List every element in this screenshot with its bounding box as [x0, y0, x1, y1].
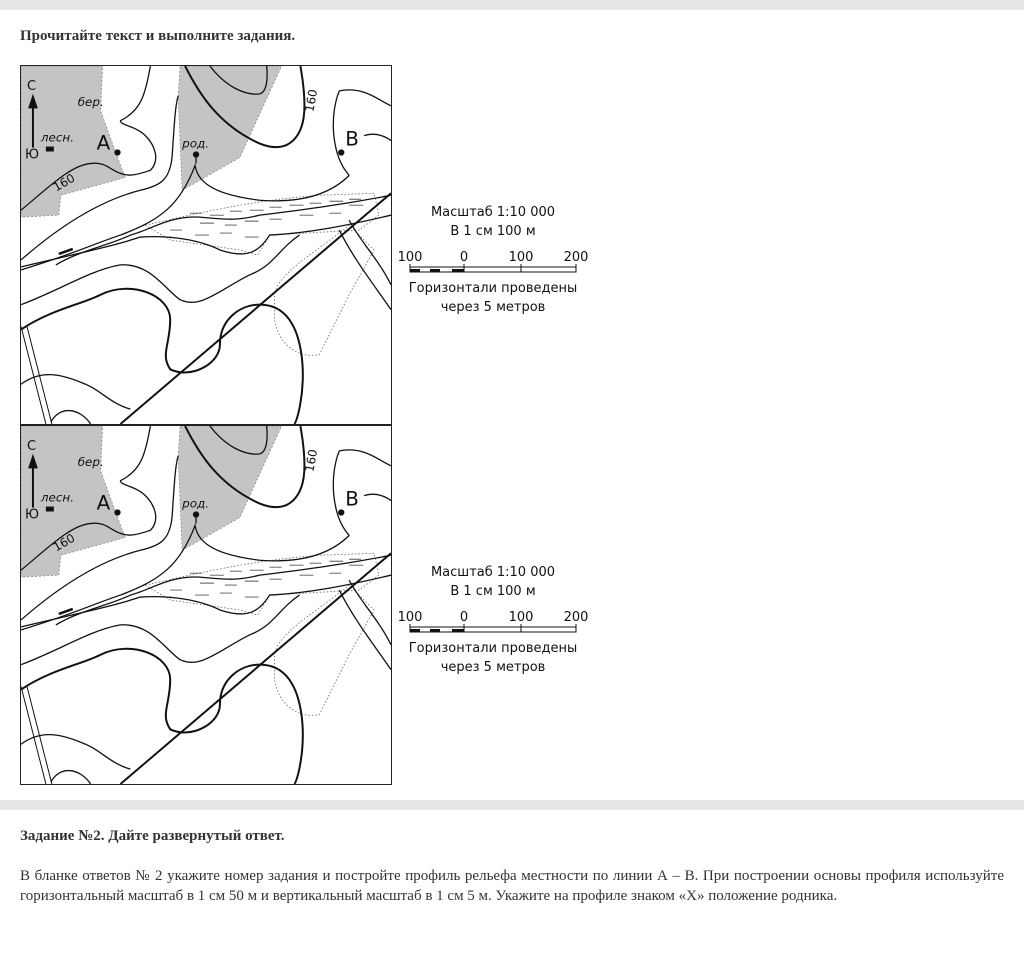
scale-tick-label: 100	[508, 250, 534, 265]
scale-label: Масштаб 1:10 000	[430, 565, 556, 580]
dotted-area	[275, 585, 374, 715]
swamp-area	[145, 553, 379, 615]
scale-label: Масштаб 1:10 000	[430, 205, 556, 220]
scale-tick-label: 100	[508, 610, 534, 625]
point-a-label: А	[96, 491, 111, 515]
swamp-area	[145, 193, 379, 255]
scale-tick-label: 100	[398, 250, 423, 265]
scale-per-cm: В 1 см 100 м	[450, 224, 536, 239]
forester-house-icon	[46, 507, 54, 512]
scale-per-cm: В 1 см 100 м	[450, 584, 536, 599]
spring-label: род.	[182, 496, 210, 511]
south-label: Ю	[25, 147, 39, 163]
point-b-label: В	[345, 127, 359, 151]
task-text: В бланке ответов № 2 укажите номер задания и постройте профиль рельефа местности по линии А – В. При построении основы профиля используйте горизонтальный масштаб в 1 см 50 м и вертикальный масштаб в 1 см 5 м. Укажите на профиле знаком «X» положение родника.	[20, 868, 1004, 904]
south-label: Ю	[25, 507, 39, 523]
north-label: С	[27, 78, 37, 94]
point-b-marker	[339, 510, 344, 515]
topographic-map-1	[20, 65, 392, 425]
contour-label: 160	[302, 448, 321, 474]
birch-label: бер.	[77, 94, 104, 109]
topographic-map-2	[20, 425, 392, 785]
north-label: С	[27, 438, 37, 454]
forester-house-icon	[46, 147, 54, 152]
contour-interval-line1: Горизонтали проведены	[408, 641, 578, 656]
spring-label: род.	[182, 136, 210, 151]
point-b-marker	[339, 150, 344, 155]
point-a-marker	[115, 510, 120, 515]
scale-tick-label: 200	[563, 250, 589, 265]
point-b-label: В	[345, 487, 359, 511]
dotted-area	[275, 225, 374, 355]
scale-tick-label: 100	[398, 610, 423, 625]
top-divider	[0, 0, 1024, 10]
forester-label: лесн.	[40, 130, 75, 145]
contour-interval-line2: через 5 метров	[440, 660, 546, 675]
contour-label: 160	[50, 530, 78, 555]
contour-label: 160	[50, 170, 78, 195]
birch-label: бер.	[77, 454, 104, 469]
contour-label: 160	[302, 88, 321, 114]
point-a-label: А	[96, 131, 111, 155]
scale-tick-label: 0	[459, 250, 469, 265]
section-divider	[0, 800, 1024, 810]
task-title: Задание №2. Дайте развернутый ответ.	[20, 828, 285, 844]
scale-tick-label: 0	[459, 610, 469, 625]
point-a-marker	[115, 150, 120, 155]
scale-tick-label: 200	[563, 610, 589, 625]
forester-label: лесн.	[40, 490, 75, 505]
page-title: Прочитайте текст и выполните задания.	[20, 28, 296, 44]
contour-interval-line1: Горизонтали проведены	[408, 281, 578, 296]
contour-interval-line2: через 5 метров	[440, 300, 546, 315]
